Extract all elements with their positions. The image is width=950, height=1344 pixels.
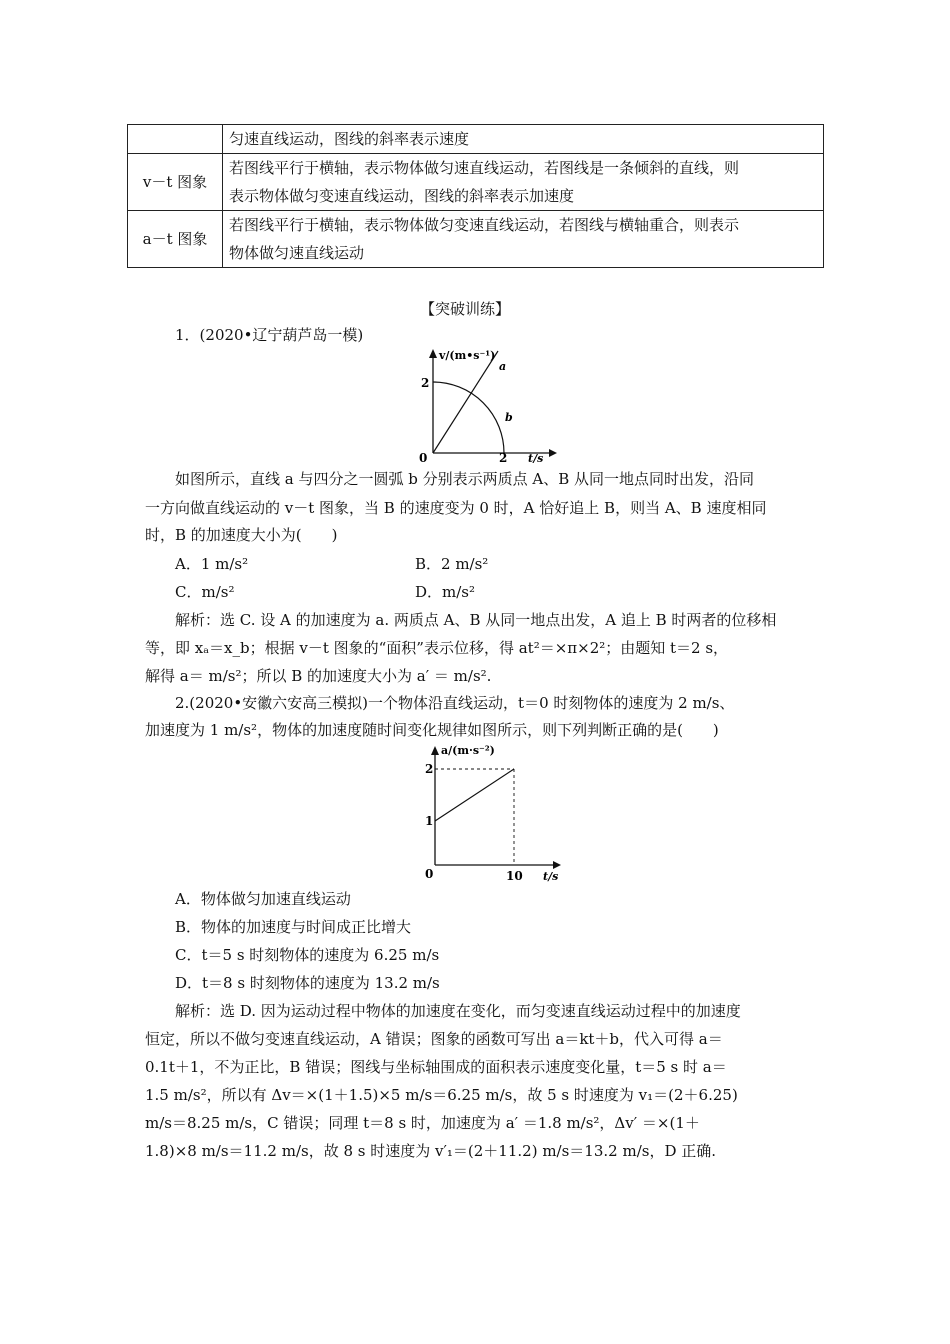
y-tick-label: 1 — [425, 814, 434, 828]
q1-stem-line: 时，B 的加速度大小为( ) — [145, 526, 338, 544]
q2-option-d: D．t＝8 s 时刻物体的速度为 13.2 m/s — [175, 974, 440, 992]
table-row — [128, 154, 824, 211]
q1-option-a: A．1 m/s² — [175, 555, 249, 573]
q1-option-d: D．m/s² — [415, 583, 476, 601]
question-1-heading: 1．(2020•辽宁葫芦岛一模) — [175, 326, 364, 344]
q2-option-c: C．t＝5 s 时刻物体的速度为 6.25 m/s — [175, 946, 440, 964]
q2-analysis-line: m/s＝8.25 m/s，C 错误；同理 t＝8 s 时，加速度为 a′ ＝1.8 m/s²，Δv′ ＝×(1＋ — [145, 1114, 700, 1132]
q1-option-b: B．2 m/s² — [415, 555, 489, 573]
graph-summary-table — [127, 124, 824, 268]
table-row-text: 若图线平行于横轴，表示物体做匀速直线运动，若图线是一条倾斜的直线，则 表示物体做匀变速直线运动，图线的斜率表示加速度 — [223, 154, 824, 211]
origin-label: 0 — [425, 867, 434, 881]
table-row-text: 匀速直线运动，图线的斜率表示速度 — [223, 125, 824, 154]
q2-option-b: B．物体的加速度与时间成正比增大 — [175, 918, 412, 936]
x-axis-label: t/s — [528, 452, 544, 463]
line-a-label: a — [499, 360, 507, 373]
table-row — [128, 125, 824, 154]
x-tick-label: 10 — [506, 869, 523, 882]
table-row — [128, 211, 824, 268]
q2-stem-line: 加速度为 1 m/s²，物体的加速度随时间变化规律如图所示，则下列判断正确的是( ) — [145, 721, 719, 739]
line-a — [433, 351, 498, 453]
y-tick-label: 2 — [421, 376, 430, 390]
table-row-label: a－t 图象 — [128, 211, 223, 268]
q1-vt-graph — [395, 345, 560, 463]
q2-option-a: A．物体做匀加速直线运动 — [175, 890, 351, 908]
x-tick-label: 2 — [499, 451, 508, 463]
y-axis-arrow — [431, 746, 439, 755]
q2-analysis-line: 解析：选 D. 因为运动过程中物体的加速度在变化，而匀变速直线运动过程中的加速度 — [175, 1002, 741, 1020]
y-axis-label: v/(m•s⁻¹) — [439, 349, 496, 362]
y-tick-label: 2 — [425, 762, 434, 776]
q1-option-c: C．m/s² — [175, 583, 235, 601]
q1-analysis-line: 解析：选 C. 设 A 的加速度为 a. 两质点 A、B 从同一地点出发，A 追上 B 时两者的位移相 — [175, 611, 777, 629]
q2-analysis-line: 1.5 m/s²，所以有 Δv＝×(1＋1.5)×5 m/s＝6.25 m/s，故 5 s 时速度为 v₁＝(2＋6.25) — [145, 1086, 738, 1104]
arc-b-label: b — [505, 411, 513, 424]
q1-stem-line: 如图所示，直线 a 与四分之一圆弧 b 分别表示两质点 A、B 从同一地点同时出发，沿同 — [175, 470, 755, 488]
arc-b — [433, 382, 504, 453]
q2-stem-line: 2.(2020•安徽六安高三模拟)一个物体沿直线运动，t＝0 时刻物体的速度为 2 m/s、 — [175, 694, 735, 712]
origin-label: 0 — [419, 451, 428, 463]
q1-stem-line: 一方向做直线运动的 v－t 图象，当 B 的速度变为 0 时，A 恰好追上 B，则当 A、B 速度相同 — [145, 499, 767, 517]
q1-analysis-line: 等，即 xₐ＝x_b；根据 v－t 图象的“面积”表示位移，得 at²＝×π×2²；由题知 t＝2 s， — [145, 639, 729, 657]
table-row-label: v－t 图象 — [128, 154, 223, 211]
q2-analysis-line: 恒定，所以不做匀变速直线运动，A 错误；图象的函数可写出 a＝kt＋b，代入可得 a＝ — [145, 1030, 723, 1048]
table-row-text: 若图线平行于横轴，表示物体做匀变速直线运动，若图线与横轴重合，则表示 物体做匀速直线运动 — [223, 211, 824, 268]
q2-at-graph — [415, 742, 565, 882]
q1-analysis-line: 解得 a＝ m/s²；所以 B 的加速度大小为 a′ ＝ m/s². — [145, 667, 492, 685]
y-axis-arrow — [429, 349, 437, 358]
y-axis-label: a/(m·s⁻²) — [441, 744, 495, 757]
x-axis-label: t/s — [543, 870, 559, 882]
table-row-label — [128, 125, 223, 154]
q2-analysis-line: 0.1t＋1，不为正比，B 错误；图线与坐标轴围成的面积表示速度变化量，t＝5 s 时 a＝ — [145, 1058, 727, 1076]
acceleration-line — [435, 769, 514, 821]
x-axis-arrow — [549, 449, 557, 457]
x-axis-arrow — [553, 861, 561, 869]
section-title: 【突破训练】 — [420, 300, 511, 318]
q2-analysis-line: 1.8)×8 m/s＝11.2 m/s，故 8 s 时速度为 v′₁＝(2＋11.2) m/s＝13.2 m/s，D 正确. — [145, 1142, 717, 1160]
